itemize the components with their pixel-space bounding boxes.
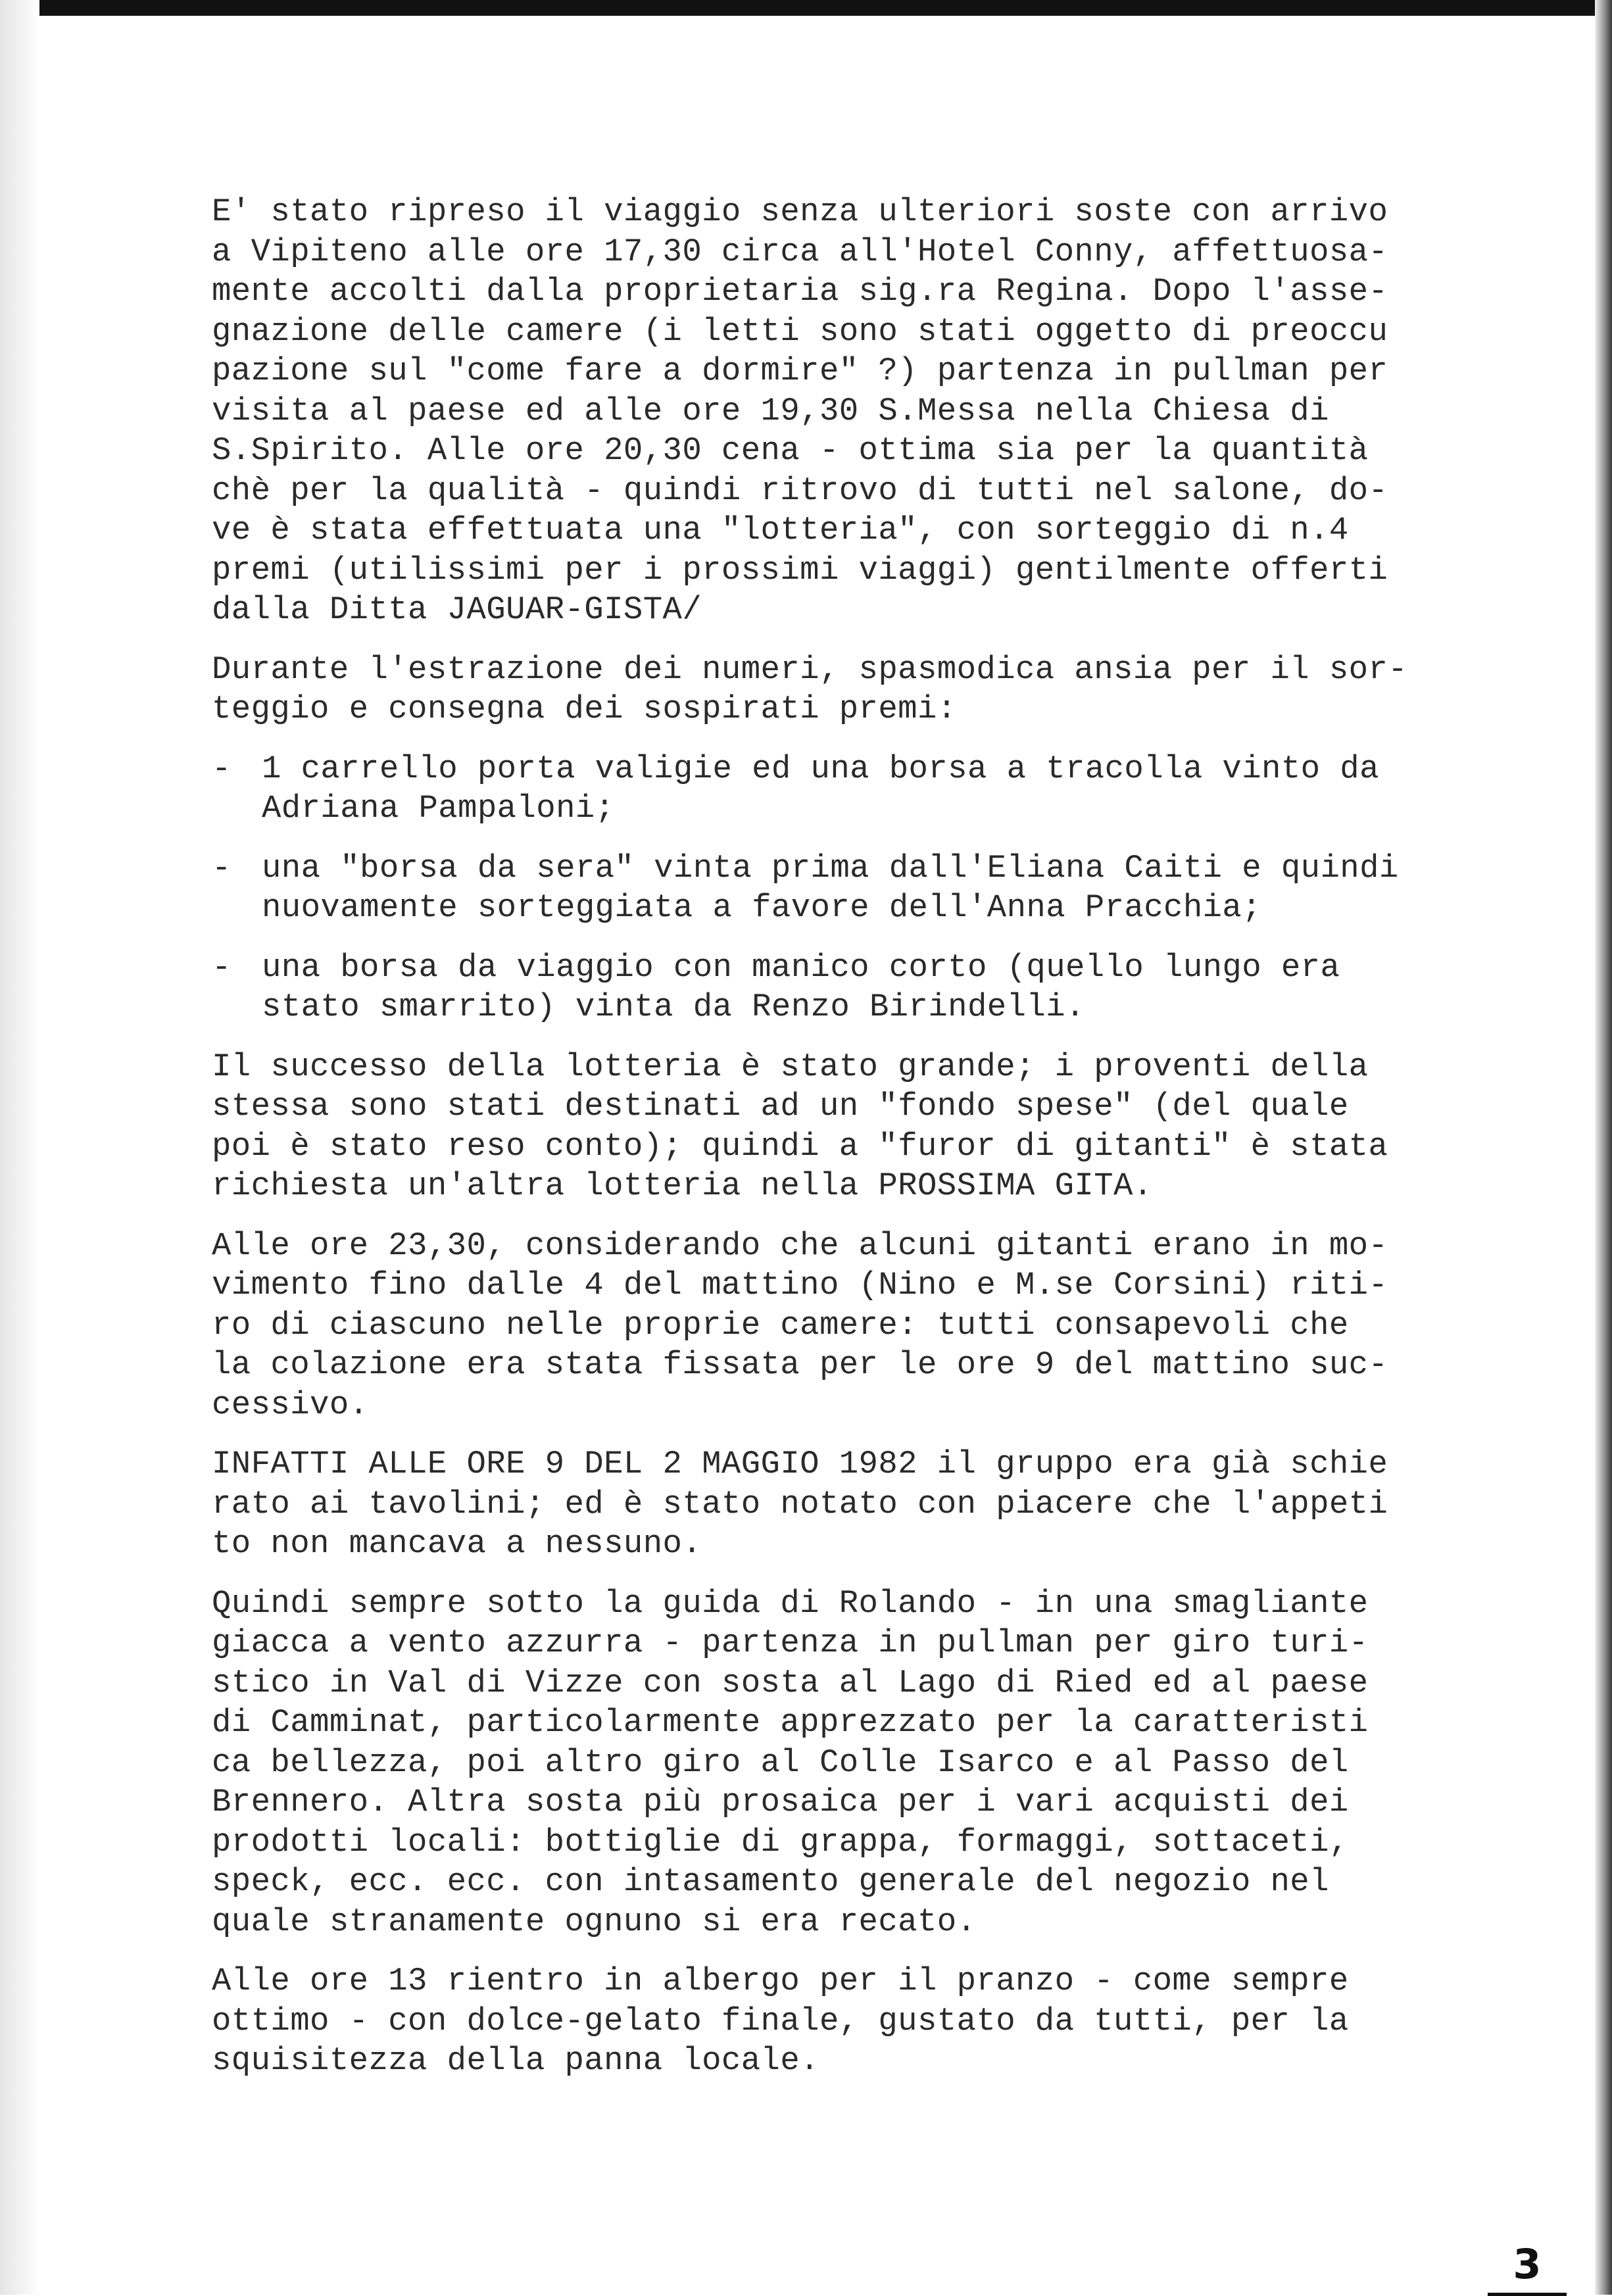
text-line: poi è stato reso conto); quindi a "furor di gitanti" è stata	[212, 1127, 1388, 1165]
text-line: Durante l'estrazione dei numeri, spasmodica ansia per il sor-	[212, 650, 1408, 688]
text-line: Quindi sempre sotto la guida di Rolando - in una smagliante	[212, 1584, 1369, 1622]
text-line: richiesta un'altra lotteria nella PROSSIMA GITA.	[212, 1167, 1153, 1204]
scan-right-edge	[1595, 0, 1612, 2295]
text-line: nuovamente sorteggiata a favore dell'Anna Pracchia;	[262, 889, 1262, 926]
scan-top-edge	[0, 0, 1612, 16]
text-line: Alle ore 23,30, considerando che alcuni gitanti erano in mo-	[212, 1227, 1388, 1264]
text-line: stessa sono stati destinati ad un "fondo spese" (del quale	[212, 1088, 1349, 1125]
text-line: giacca a vento azzurra - partenza in pullman per giro turi-	[212, 1624, 1369, 1661]
text-line: INFATTI ALLE ORE 9 DEL 2 MAGGIO 1982 il gruppo era già schie	[212, 1446, 1388, 1482]
list-bullet: -	[212, 849, 232, 887]
text-line: premi (utilissimi per i prossimi viaggi) gentilmente offerti	[212, 551, 1388, 589]
prize-text	[262, 749, 1379, 829]
text-line: E' stato ripreso il viaggio senza ulteriori soste con arrivo	[212, 193, 1388, 230]
text-line: vimento fino dalle 4 del mattino (Nino e M.se Corsini) riti-	[212, 1267, 1388, 1304]
text-line: ottimo - con dolce-gelato finale, gustato da tutti, per la	[212, 2002, 1349, 2040]
paragraph-lunch	[212, 1961, 1461, 2081]
text-line: 1 carrello porta valigie ed una borsa a tracolla vinto da	[262, 750, 1379, 787]
paragraph-lottery-draw	[212, 650, 1461, 729]
text-line: quale stranamente ognuno si era recato.	[212, 1903, 977, 1940]
text-line: mente accolti dalla proprietaria sig.ra Regina. Dopo l'asse-	[212, 273, 1388, 310]
page-left-shadow	[0, 0, 39, 2295]
prize-list-item-2	[212, 848, 1461, 928]
text-line: a Vipiteno alle ore 17,30 circa all'Hotel Conny, affettuosa-	[212, 233, 1388, 270]
prize-text	[262, 848, 1399, 928]
paragraph-night-rest	[212, 1226, 1461, 1425]
text-line: la colazione era stata fissata per le ore 9 del mattino suc-	[212, 1346, 1388, 1383]
text-line: squisitezza della panna locale.	[212, 2042, 819, 2079]
prize-list-item-1	[212, 749, 1461, 829]
text-line: speck, ecc. ecc. con intasamento generale del negozio nel	[212, 1863, 1329, 1900]
typewritten-page	[212, 192, 1461, 2101]
list-bullet: -	[212, 750, 232, 787]
text-line: dalla Ditta JAGUAR-GISTA/	[212, 591, 702, 628]
text-line: una "borsa da sera" vinta prima dall'Eliana Caiti e quindi	[262, 849, 1399, 887]
text-line: Il successo della lotteria è stato grande; i proventi della	[212, 1048, 1369, 1085]
text-line: pazione sul "come fare a dormire" ?) partenza in pullman per	[212, 353, 1388, 389]
prize-list-item-3	[212, 948, 1461, 1027]
text-line: gnazione delle camere (i letti sono stati oggetto di preoccu	[212, 312, 1388, 350]
text-line: prodotti locali: bottiglie di grappa, formaggi, sottaceti,	[212, 1823, 1349, 1861]
text-line: ro di ciascuno nelle proprie camere: tutti consapevoli che	[212, 1306, 1349, 1344]
paragraph-arrival-vipiteno	[212, 192, 1461, 630]
list-bullet: -	[212, 948, 232, 986]
text-line: di Camminat, particolarmente apprezzato per la caratteristi	[212, 1704, 1369, 1741]
text-line: cessivo.	[212, 1386, 369, 1423]
text-line: S.Spirito. Alle ore 20,30 cena - ottima sia per la quantità	[212, 432, 1369, 469]
text-line: teggio e consegna dei sospirati premi:	[212, 691, 957, 727]
text-line: stico in Val di Vizze con sosta al Lago di Ried ed al paese	[212, 1664, 1369, 1701]
text-line: rato ai tavolini; ed è stato notato con piacere che l'appeti	[212, 1485, 1388, 1523]
prize-text	[262, 948, 1340, 1027]
paragraph-lottery-success	[212, 1047, 1461, 1206]
paragraph-breakfast	[212, 1444, 1461, 1564]
text-line: ca bellezza, poi altro giro al Colle Isarco e al Passo del	[212, 1744, 1349, 1781]
text-line: stato smarrito) vinta da Renzo Birindelli.	[262, 989, 1085, 1025]
text-line: to non mancava a nessuno.	[212, 1525, 702, 1562]
text-line: una borsa da viaggio con manico corto (quello lungo era	[262, 948, 1340, 986]
text-line: Alle ore 13 rientro in albergo per il pranzo - come sempre	[212, 1963, 1349, 1999]
text-line: ve è stata effettuata una "lotteria", con sorteggio di n.4	[212, 512, 1349, 549]
text-line: Adriana Pampaloni;	[262, 790, 615, 827]
paragraph-tour	[212, 1584, 1461, 1942]
page-number: 3	[1488, 2241, 1567, 2296]
text-line: chè per la qualità - quindi ritrovo di tutti nel salone, do-	[212, 472, 1388, 509]
text-line: Brennero. Altra sosta più prosaica per i vari acquisti dei	[212, 1784, 1349, 1820]
text-line: visita al paese ed alle ore 19,30 S.Messa nella Chiesa di	[212, 392, 1329, 429]
